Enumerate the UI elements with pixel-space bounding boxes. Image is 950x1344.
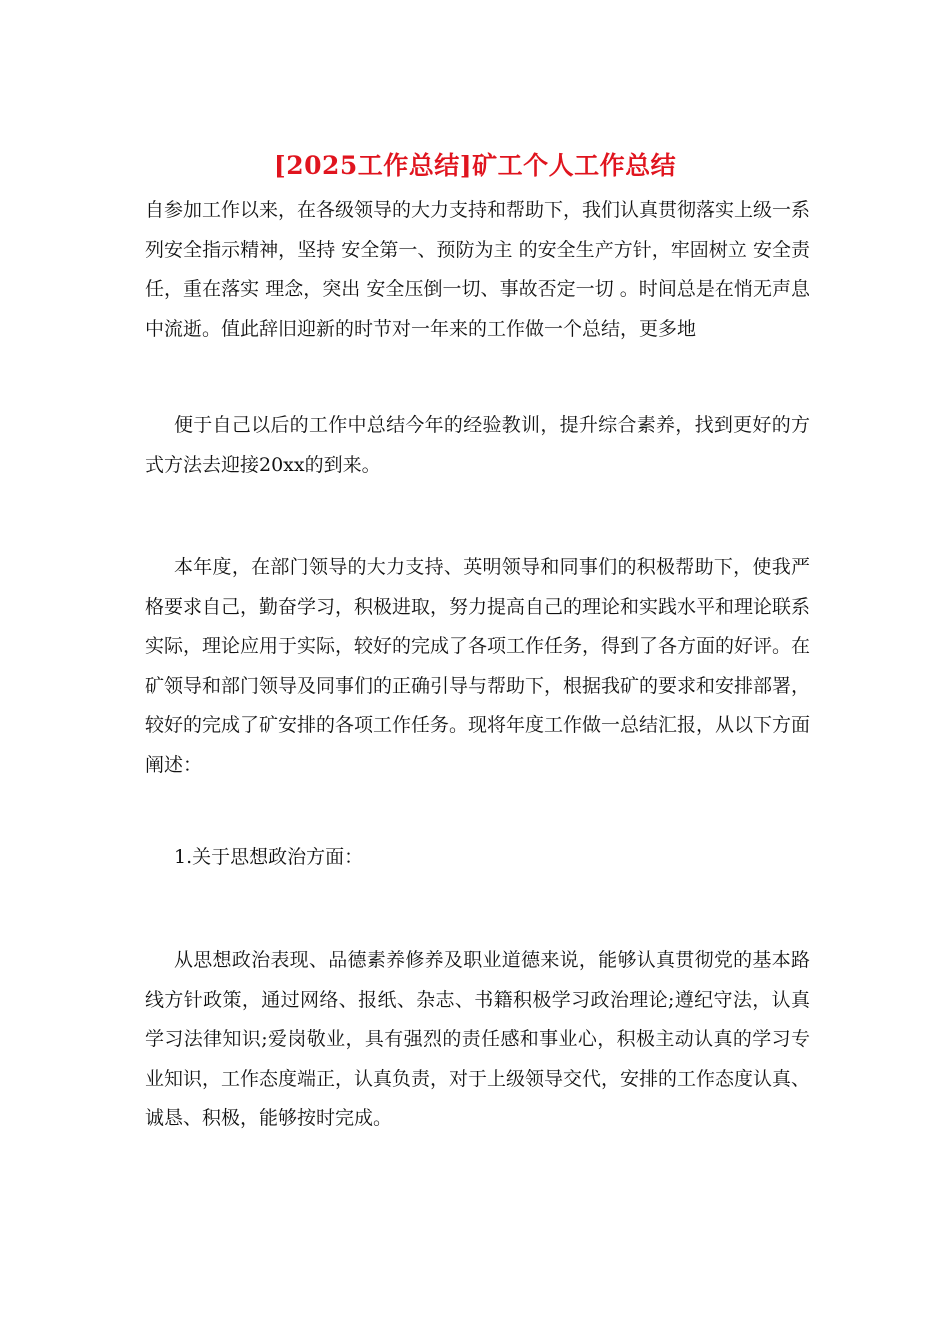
paragraph-intro: 自参加工作以来，在各级领导的大力支持和帮助下，我们认真贯彻落实上级一系列安全指示精神，坚持 安全第一、预防为主 的安全生产方针，牢固树立 安全责任，重在落实 理念，突出 安全压倒一切、事故否定一切 。时间总是在悄无声息中流逝。值此辞旧迎新的时节对一年来的工作做一个总结，更多地 xyxy=(145,199,811,340)
paragraph-purpose: 便于自己以后的工作中总结今年的经验教训，提升综合素养，找到更好的方式方法去迎接20xx的到来。 xyxy=(145,414,810,476)
section-heading-political: 1.关于思想政治方面： xyxy=(174,846,364,868)
document-title: [2025工作总结]矿工个人工作总结 xyxy=(273,151,677,180)
paragraph-annual-overview: 本年度，在部门领导的大力支持、英明领导和同事们的积极帮助下，使我严格要求自己，勤奋学习，积极进取，努力提高自己的理论和实践水平和理论联系实际，理论应用于实际，较好的完成了各项工作任务，得到了各方面的好评。在矿领导和部门领导及同事们的正确引导与帮助下，根据我矿的要求和安排部署，较好的完成了矿安排的各项工作任务。现将年度工作做一总结汇报，从以下方面阐述： xyxy=(145,556,811,776)
paragraph-political-thought: 从思想政治表现、品德素养修养及职业道德来说，能够认真贯彻党的基本路线方针政策，通过网络、报纸、杂志、书籍积极学习政治理论;遵纪守法，认真学习法律知识;爱岗敬业，具有强烈的责任感和事业心，积极主动认真的学习专业知识，工作态度端正，认真负责，对于上级领导交代，安排的工作态度认真、诚恳、积极，能够按时完成。 xyxy=(145,949,811,1130)
